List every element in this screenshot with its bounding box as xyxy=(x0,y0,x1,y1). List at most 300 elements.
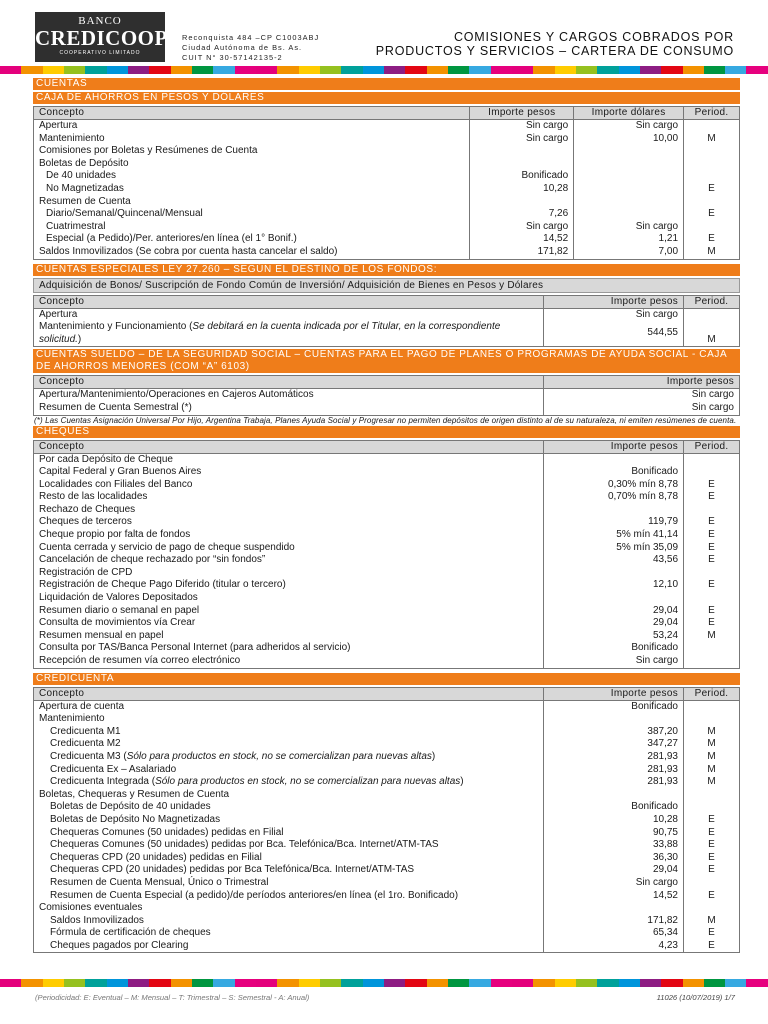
section-bar-cuentas-especiales: CUENTAS ESPECIALES LEY 27.260 – SEGÚN EL DESTINO DE LOS FONDOS: xyxy=(33,264,740,276)
row-period: M xyxy=(684,738,740,751)
row-amount: 0,70% mín 8,78 xyxy=(544,491,684,504)
table-row xyxy=(34,466,740,479)
col-header: Importe pesos xyxy=(544,295,684,308)
rainbow-segment xyxy=(533,66,554,74)
row-period: E xyxy=(684,579,740,592)
cheques-table xyxy=(33,440,740,669)
row-concept xyxy=(34,927,544,940)
table-row xyxy=(34,529,740,542)
rainbow-segment xyxy=(149,979,170,987)
rainbow-segment xyxy=(746,979,767,987)
table-row xyxy=(34,542,740,555)
row-amount: 90,75 xyxy=(544,827,684,840)
row-concept: Localidades con Filiales del Banco xyxy=(34,479,544,492)
row-period xyxy=(684,453,740,466)
table-row xyxy=(34,567,740,580)
row-amount: Bonificado xyxy=(544,700,684,713)
row-concept: Boletas de Depósito xyxy=(34,158,470,171)
col-header: Period. xyxy=(684,107,740,120)
concept-text: Comisiones eventuales xyxy=(39,902,143,914)
row-amount-dolares xyxy=(574,196,684,209)
concept-text: Chequeras CPD (20 unidades) pedidas por Bca Telefónica/Bca. Internet/ATM-TAS xyxy=(50,864,415,876)
table-row xyxy=(34,170,740,183)
rainbow-segment xyxy=(683,66,704,74)
row-period xyxy=(684,642,740,655)
row-concept xyxy=(34,902,544,915)
row-concept: Resumen de Cuenta xyxy=(34,196,470,209)
rainbow-segment xyxy=(128,66,149,74)
row-amount-pesos: Sin cargo xyxy=(470,120,574,133)
row-amount: 10,28 xyxy=(544,814,684,827)
row-period xyxy=(684,713,740,726)
row-concept xyxy=(34,890,544,903)
table-row xyxy=(34,713,740,726)
rainbow-segment xyxy=(363,66,384,74)
concept-close: ) xyxy=(460,776,464,788)
row-concept: Liquidación de Valores Depositados xyxy=(34,592,544,605)
row-amount: 29,04 xyxy=(544,864,684,877)
logo-line-3: COOPERATIVO LIMITADO xyxy=(59,50,141,56)
row-period: E xyxy=(684,479,740,492)
title-line: COMISIONES Y CARGOS COBRADOS POR xyxy=(453,30,734,44)
row-amount xyxy=(544,592,684,605)
row-amount-dolares xyxy=(574,183,684,196)
periodicity-legend: (Periodicidad: E: Eventual – M: Mensual – T: Trimestral – S: Semestral - A: Anual) xyxy=(35,993,310,1002)
row-period xyxy=(684,567,740,580)
col-header: Period. xyxy=(684,440,740,453)
row-concept xyxy=(34,713,544,726)
row-amount: Sin cargo xyxy=(544,877,684,890)
row-amount: Sin cargo xyxy=(544,389,740,402)
rainbow-segment xyxy=(277,979,298,987)
row-amount-dolares: Sin cargo xyxy=(574,221,684,234)
row-concept xyxy=(34,839,544,852)
rainbow-divider-top xyxy=(0,66,768,74)
concept-note: Sólo para productos en stock, no se comercializan para nuevas altas xyxy=(155,776,461,788)
concept-text: Resumen de Cuenta Mensual, Único o Trimestral xyxy=(50,876,269,888)
rainbow-segment xyxy=(619,66,640,74)
concept-text: Saldos Inmovilizados xyxy=(50,914,144,926)
section-bar-cheques: CHEQUES xyxy=(33,426,740,438)
row-amount: Sin cargo xyxy=(544,308,684,321)
table-row xyxy=(34,592,740,605)
col-header: Importe pesos xyxy=(544,440,684,453)
rainbow-segment xyxy=(256,66,277,74)
rainbow-segment xyxy=(341,66,362,74)
row-amount: 53,24 xyxy=(544,630,684,643)
row-concept xyxy=(34,852,544,865)
cuentas-especiales-table xyxy=(33,295,740,348)
table-row xyxy=(34,655,740,668)
row-amount-pesos xyxy=(470,158,574,171)
row-amount-dolares xyxy=(574,170,684,183)
rainbow-segment xyxy=(299,979,320,987)
concept-text: Cheques pagados por Clearing xyxy=(50,939,189,951)
row-concept: Cuenta cerrada y servicio de pago de cheque suspendido xyxy=(34,542,544,555)
document-title xyxy=(376,30,734,58)
rainbow-segment xyxy=(256,979,277,987)
row-concept xyxy=(34,877,544,890)
page-header xyxy=(0,0,768,70)
row-concept: De 40 unidades xyxy=(34,170,470,183)
table-row xyxy=(34,902,740,915)
rainbow-segment xyxy=(43,66,64,74)
rainbow-segment xyxy=(725,66,746,74)
rainbow-segment xyxy=(704,979,725,987)
row-concept xyxy=(34,801,544,814)
row-period: M xyxy=(684,246,740,259)
rainbow-segment xyxy=(384,979,405,987)
row-period: M xyxy=(684,751,740,764)
table-row xyxy=(34,890,740,903)
rainbow-segment xyxy=(64,66,85,74)
row-concept: Recepción de resumen vía correo electrónico xyxy=(34,655,544,668)
table-row xyxy=(34,852,740,865)
row-amount: 29,04 xyxy=(544,605,684,618)
row-period: E xyxy=(684,516,740,529)
row-concept: Apertura xyxy=(34,308,544,321)
row-amount: 347,27 xyxy=(544,738,684,751)
rainbow-segment xyxy=(661,979,682,987)
row-amount: 281,93 xyxy=(544,751,684,764)
col-header: Concepto xyxy=(34,107,470,120)
rainbow-segment xyxy=(448,66,469,74)
row-amount-pesos: Sin cargo xyxy=(470,133,574,146)
row-concept: Diario/Semanal/Quincenal/Mensual xyxy=(34,208,470,221)
rainbow-segment xyxy=(107,66,128,74)
rainbow-segment xyxy=(597,979,618,987)
address-line: Ciudad Autónoma de Bs. As. xyxy=(182,43,303,52)
row-amount: 33,88 xyxy=(544,839,684,852)
row-amount: 281,93 xyxy=(544,764,684,777)
logo-line-1: BANCO xyxy=(78,15,122,27)
row-amount-dolares: 7,00 xyxy=(574,246,684,259)
title-line: PRODUCTOS Y SERVICIOS – CARTERA DE CONSUMO xyxy=(375,44,734,58)
col-header: Importe pesos xyxy=(544,376,740,389)
row-amount xyxy=(544,789,684,802)
row-concept: Cuatrimestral xyxy=(34,221,470,234)
table-row xyxy=(34,516,740,529)
row-concept: No Magnetizadas xyxy=(34,183,470,196)
rainbow-segment xyxy=(171,979,192,987)
row-concept: Rechazo de Cheques xyxy=(34,504,544,517)
row-period xyxy=(684,196,740,209)
concept-text: Boletas de Depósito No Magnetizadas xyxy=(50,813,221,825)
row-amount-pesos: 14,52 xyxy=(470,233,574,246)
rainbow-segment xyxy=(64,979,85,987)
section-bar-cuentas: CUENTAS xyxy=(33,78,740,90)
table-row xyxy=(34,479,740,492)
row-concept xyxy=(34,751,544,764)
row-amount: Bonificado xyxy=(544,466,684,479)
concept-text: Boletas, Chequeras y Resumen de Cuenta xyxy=(39,788,230,800)
rainbow-segment xyxy=(469,66,490,74)
row-period xyxy=(684,789,740,802)
row-amount: 4,23 xyxy=(544,940,684,953)
row-concept: Cheques de terceros xyxy=(34,516,544,529)
row-period xyxy=(684,592,740,605)
row-concept: Por cada Depósito de Cheque xyxy=(34,453,544,466)
row-concept: Resumen diario o semanal en papel xyxy=(34,605,544,618)
table-row xyxy=(34,402,740,415)
table-row xyxy=(34,927,740,940)
table-row xyxy=(34,183,740,196)
caja-ahorros-table xyxy=(33,106,740,260)
concept-note: Sólo para productos en stock, no se comercializan para nuevas altas xyxy=(126,750,432,762)
table-row xyxy=(34,196,740,209)
row-concept xyxy=(34,776,544,789)
row-amount: 5% mín 35,09 xyxy=(544,542,684,555)
row-concept: Registración de CPD xyxy=(34,567,544,580)
table-row xyxy=(34,453,740,466)
row-concept: Resumen de Cuenta Semestral (*) xyxy=(34,402,544,415)
address-line: Reconquista 484 –CP C1003ABJ xyxy=(182,33,320,42)
rainbow-segment xyxy=(192,66,213,74)
row-concept xyxy=(34,789,544,802)
rainbow-segment xyxy=(576,979,597,987)
section-bar-cuentas-sueldo: CUENTAS SUELDO – DE LA SEGURIDAD SOCIAL – CUENTAS PARA EL PAGO DE PLANES O PROGRAMAS DE AYUDA SOCIAL - CAJA DE AHORROS MENORES (COM “A” 6103) xyxy=(33,349,740,373)
row-period: M xyxy=(684,915,740,928)
row-amount xyxy=(544,504,684,517)
rainbow-segment xyxy=(661,66,682,74)
row-concept: Capital Federal y Gran Buenos Aires xyxy=(34,466,544,479)
sueldo-footnote: (*) Las Cuentas Asignación Universal Por Hijo, Argentina Trabaja, Planes Ayuda Social y Progresar no permiten depósitos de origen distinto al de su naturaleza, ni emiten resúmenes de cuenta. xyxy=(34,415,737,425)
concept-text: Fórmula de certificación de cheques xyxy=(50,927,211,939)
rainbow-segment xyxy=(746,66,767,74)
row-amount: 281,93 xyxy=(544,776,684,789)
row-amount-dolares: 1,21 xyxy=(574,233,684,246)
row-amount: 5% mín 41,14 xyxy=(544,529,684,542)
row-period: M xyxy=(684,630,740,643)
cuentas-especiales-subtitle: Adquisición de Bonos/ Suscripción de Fondo Común de Inversión/ Adquisición de Bienes en Pesos y Dólares xyxy=(33,278,740,293)
bank-logo xyxy=(35,12,168,62)
rainbow-segment xyxy=(576,66,597,74)
row-period: E xyxy=(684,605,740,618)
rainbow-segment xyxy=(171,66,192,74)
rainbow-segment xyxy=(192,979,213,987)
rainbow-segment xyxy=(0,66,21,74)
table-row xyxy=(34,579,740,592)
row-period: E xyxy=(684,890,740,903)
rainbow-segment xyxy=(427,66,448,74)
row-period: E xyxy=(684,814,740,827)
table-row xyxy=(34,491,740,504)
table-row xyxy=(34,751,740,764)
rainbow-segment xyxy=(725,979,746,987)
rainbow-segment xyxy=(555,66,576,74)
row-amount-pesos: 171,82 xyxy=(470,246,574,259)
row-amount: 29,04 xyxy=(544,617,684,630)
table-row xyxy=(34,642,740,655)
row-amount-dolares: 10,00 xyxy=(574,133,684,146)
rainbow-segment xyxy=(235,66,256,74)
row-period xyxy=(684,145,740,158)
rainbow-segment xyxy=(363,979,384,987)
row-period: E xyxy=(684,554,740,567)
table-row xyxy=(34,864,740,877)
row-amount: 12,10 xyxy=(544,579,684,592)
table-row xyxy=(34,120,740,133)
concept-close: ) xyxy=(431,750,436,762)
row-amount-pesos xyxy=(470,145,574,158)
row-concept xyxy=(34,940,544,953)
col-header: Period. xyxy=(684,687,740,700)
rainbow-segment xyxy=(427,979,448,987)
table-row xyxy=(34,801,740,814)
col-header: Importe pesos xyxy=(470,107,574,120)
col-header: Importe pesos xyxy=(544,687,684,700)
rainbow-segment xyxy=(405,66,426,74)
row-concept: Consulta de movimientos vía Crear xyxy=(34,617,544,630)
row-amount: Sin cargo xyxy=(544,655,684,668)
row-period: M xyxy=(684,133,740,146)
rainbow-segment xyxy=(512,66,533,74)
row-amount: 0,30% mín 8,78 xyxy=(544,479,684,492)
row-concept xyxy=(34,321,544,347)
row-concept xyxy=(34,738,544,751)
concept-text: Credicuenta M2 xyxy=(50,738,121,750)
table-row xyxy=(34,504,740,517)
col-header: Importe dólares xyxy=(574,107,684,120)
table-row xyxy=(34,145,740,158)
row-period: E xyxy=(684,183,740,196)
row-period: M xyxy=(684,776,740,789)
rainbow-segment xyxy=(704,66,725,74)
table-row xyxy=(34,308,740,321)
rainbow-segment xyxy=(491,66,512,74)
table-row xyxy=(34,321,740,347)
row-amount-pesos: 7,26 xyxy=(470,208,574,221)
concept-text: Chequeras Comunes (50 unidades) pedidas por Bca. Telefónica/Bca. Internet/ATM-TAS xyxy=(50,839,439,851)
table-row xyxy=(34,554,740,567)
row-period xyxy=(684,877,740,890)
rainbow-segment xyxy=(299,66,320,74)
row-period: E xyxy=(684,839,740,852)
credicuenta-table xyxy=(33,687,740,954)
row-concept xyxy=(34,827,544,840)
rainbow-segment xyxy=(384,66,405,74)
row-amount-pesos xyxy=(470,196,574,209)
row-amount: Bonificado xyxy=(544,642,684,655)
row-period xyxy=(684,170,740,183)
concept-close: ) xyxy=(77,333,82,345)
row-period xyxy=(684,504,740,517)
table-row xyxy=(34,726,740,739)
table-row xyxy=(34,776,740,789)
table-row xyxy=(34,617,740,630)
table-row xyxy=(34,208,740,221)
rainbow-segment xyxy=(85,979,106,987)
concept-text: Mantenimiento xyxy=(39,713,105,725)
rainbow-segment xyxy=(597,66,618,74)
concept-text: Apertura de cuenta xyxy=(39,700,125,712)
concept-text: Mantenimiento y Funcionamiento ( xyxy=(39,321,193,333)
rainbow-segment xyxy=(533,979,554,987)
row-period xyxy=(684,466,740,479)
row-amount xyxy=(544,902,684,915)
row-period: E xyxy=(684,233,740,246)
row-period: E xyxy=(684,491,740,504)
rainbow-segment xyxy=(149,66,170,74)
row-concept: Consulta por TAS/Banca Personal Internet (para adheridos al servicio) xyxy=(34,642,544,655)
row-amount-dolares xyxy=(574,145,684,158)
row-concept xyxy=(34,814,544,827)
col-header: Concepto xyxy=(34,687,544,700)
rainbow-segment xyxy=(21,66,42,74)
row-concept: Resumen mensual en papel xyxy=(34,630,544,643)
address-line: CUIT N° 30-57142135-2 xyxy=(182,53,283,62)
document-code: 11026 (10/07/2019) 1/7 xyxy=(656,993,735,1002)
row-amount: 119,79 xyxy=(544,516,684,529)
row-period xyxy=(684,902,740,915)
rainbow-segment xyxy=(640,66,661,74)
table-row xyxy=(34,605,740,618)
row-period: E xyxy=(684,529,740,542)
row-amount: Bonificado xyxy=(544,801,684,814)
rainbow-segment xyxy=(448,979,469,987)
row-concept: Cheque propio por falta de fondos xyxy=(34,529,544,542)
cuentas-sueldo-table xyxy=(33,375,740,415)
row-concept xyxy=(34,726,544,739)
rainbow-segment xyxy=(512,979,533,987)
concept-text: Resumen de Cuenta Especial (a pedido)/de períodos anteriores/en línea (el 1ro. Bonificado) xyxy=(50,889,459,901)
row-period xyxy=(684,158,740,171)
row-amount: Sin cargo xyxy=(544,402,740,415)
rainbow-segment xyxy=(128,979,149,987)
rainbow-divider-bottom xyxy=(0,979,768,987)
concept-note: Se debitará en la cuenta indicada por el Titular, en la correspondiente solicitud. xyxy=(39,321,501,345)
row-concept xyxy=(34,700,544,713)
col-header: Period. xyxy=(684,295,740,308)
concept-text: Credicuenta M3 ( xyxy=(50,750,127,762)
row-period: E xyxy=(684,940,740,953)
row-amount-pesos: 10,28 xyxy=(470,183,574,196)
row-concept: Registración de Cheque Pago Diferido (titular o tercero) xyxy=(34,579,544,592)
row-period xyxy=(684,801,740,814)
concept-text: Credicuenta Integrada ( xyxy=(50,776,156,788)
rainbow-segment xyxy=(213,979,234,987)
row-period: E xyxy=(684,927,740,940)
row-period xyxy=(684,308,740,321)
table-row xyxy=(34,940,740,953)
concept-text: Chequeras Comunes (50 unidades) pedidas en Filial xyxy=(50,826,284,838)
row-period: E xyxy=(684,208,740,221)
row-amount xyxy=(544,453,684,466)
row-period xyxy=(684,655,740,668)
row-period: M xyxy=(684,764,740,777)
page-footer xyxy=(35,993,735,1002)
row-period: M xyxy=(684,726,740,739)
rainbow-segment xyxy=(640,979,661,987)
row-amount: 43,56 xyxy=(544,554,684,567)
row-amount xyxy=(544,567,684,580)
row-period xyxy=(684,700,740,713)
table-row xyxy=(34,158,740,171)
row-amount: 65,34 xyxy=(544,927,684,940)
rainbow-segment xyxy=(469,979,490,987)
table-row xyxy=(34,389,740,402)
rainbow-segment xyxy=(85,66,106,74)
row-concept: Resto de las localidades xyxy=(34,491,544,504)
col-header: Concepto xyxy=(34,376,544,389)
col-header: Concepto xyxy=(34,295,544,308)
rainbow-segment xyxy=(320,979,341,987)
row-amount-pesos: Sin cargo xyxy=(470,221,574,234)
row-amount-pesos: Bonificado xyxy=(470,170,574,183)
rainbow-segment xyxy=(213,66,234,74)
section-bar-caja-ahorros: CAJA DE AHORROS EN PESOS Y DÓLARES xyxy=(33,92,740,104)
row-period: M xyxy=(684,321,740,347)
